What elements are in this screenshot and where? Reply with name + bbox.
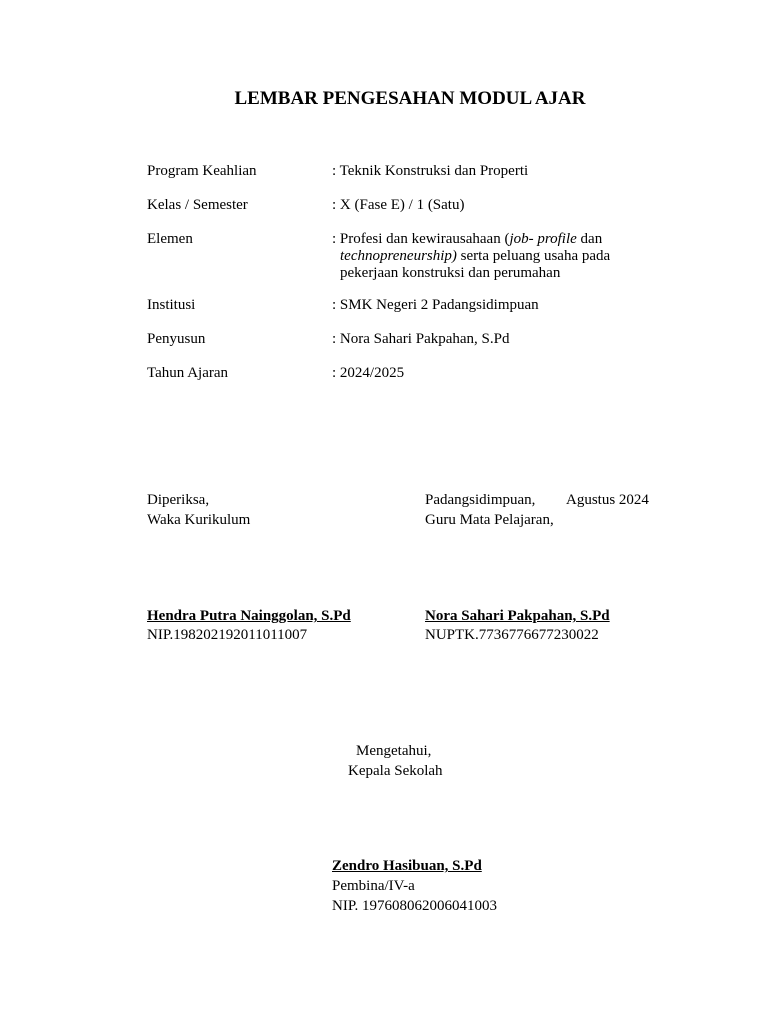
- left-signer-id: NIP.198202192011011007: [147, 627, 308, 643]
- page-title: LEMBAR PENGESAHAN MODUL AJAR: [234, 88, 586, 109]
- field-value-program: : Teknik Konstruksi dan Properti: [332, 163, 529, 179]
- right-signer-date: Agustus 2024: [566, 492, 649, 508]
- head-signer-rank: Pembina/IV-a: [332, 878, 415, 894]
- field-label-elemen: Elemen: [147, 231, 193, 247]
- head-signer-line1: Mengetahui,: [356, 743, 432, 759]
- left-signer-name: Hendra Putra Nainggolan, S.Pd: [147, 608, 351, 624]
- head-signer-id: NIP. 197608062006041003: [332, 898, 498, 914]
- elemen-line-3: pekerjaan konstruksi dan perumahan: [340, 265, 561, 281]
- field-label-penyusun: Penyusun: [147, 331, 206, 347]
- field-label-institusi: Institusi: [147, 297, 196, 313]
- field-value-tahun: : 2024/2025: [332, 365, 405, 381]
- elemen-line-2: technopreneurship) serta peluang usaha pada: [340, 248, 611, 264]
- field-value-elemen: [332, 231, 610, 282]
- field-value-kelas: : X (Fase E) / 1 (Satu): [332, 197, 465, 213]
- right-signer-place: Padangsidimpuan,: [425, 492, 536, 508]
- left-signer-line1: Diperiksa,: [147, 492, 210, 508]
- field-label-kelas: Kelas / Semester: [147, 197, 248, 213]
- head-signer-role: Kepala Sekolah: [348, 763, 443, 779]
- field-label-tahun: Tahun Ajaran: [147, 365, 229, 381]
- right-signer-id: NUPTK.7736776677230022: [425, 627, 599, 643]
- right-signer-role: Guru Mata Pelajaran,: [425, 512, 554, 528]
- head-signer-name: Zendro Hasibuan, S.Pd: [332, 858, 482, 874]
- elemen-line-1: : Profesi dan kewirausahaan (job- profile dan: [332, 231, 603, 247]
- left-signer-role: Waka Kurikulum: [147, 512, 251, 528]
- field-value-penyusun: : Nora Sahari Pakpahan, S.Pd: [332, 331, 510, 347]
- field-value-institusi: : SMK Negeri 2 Padangsidimpuan: [332, 297, 539, 313]
- right-signer-name: Nora Sahari Pakpahan, S.Pd: [425, 608, 610, 624]
- field-label-program: Program Keahlian: [147, 163, 257, 179]
